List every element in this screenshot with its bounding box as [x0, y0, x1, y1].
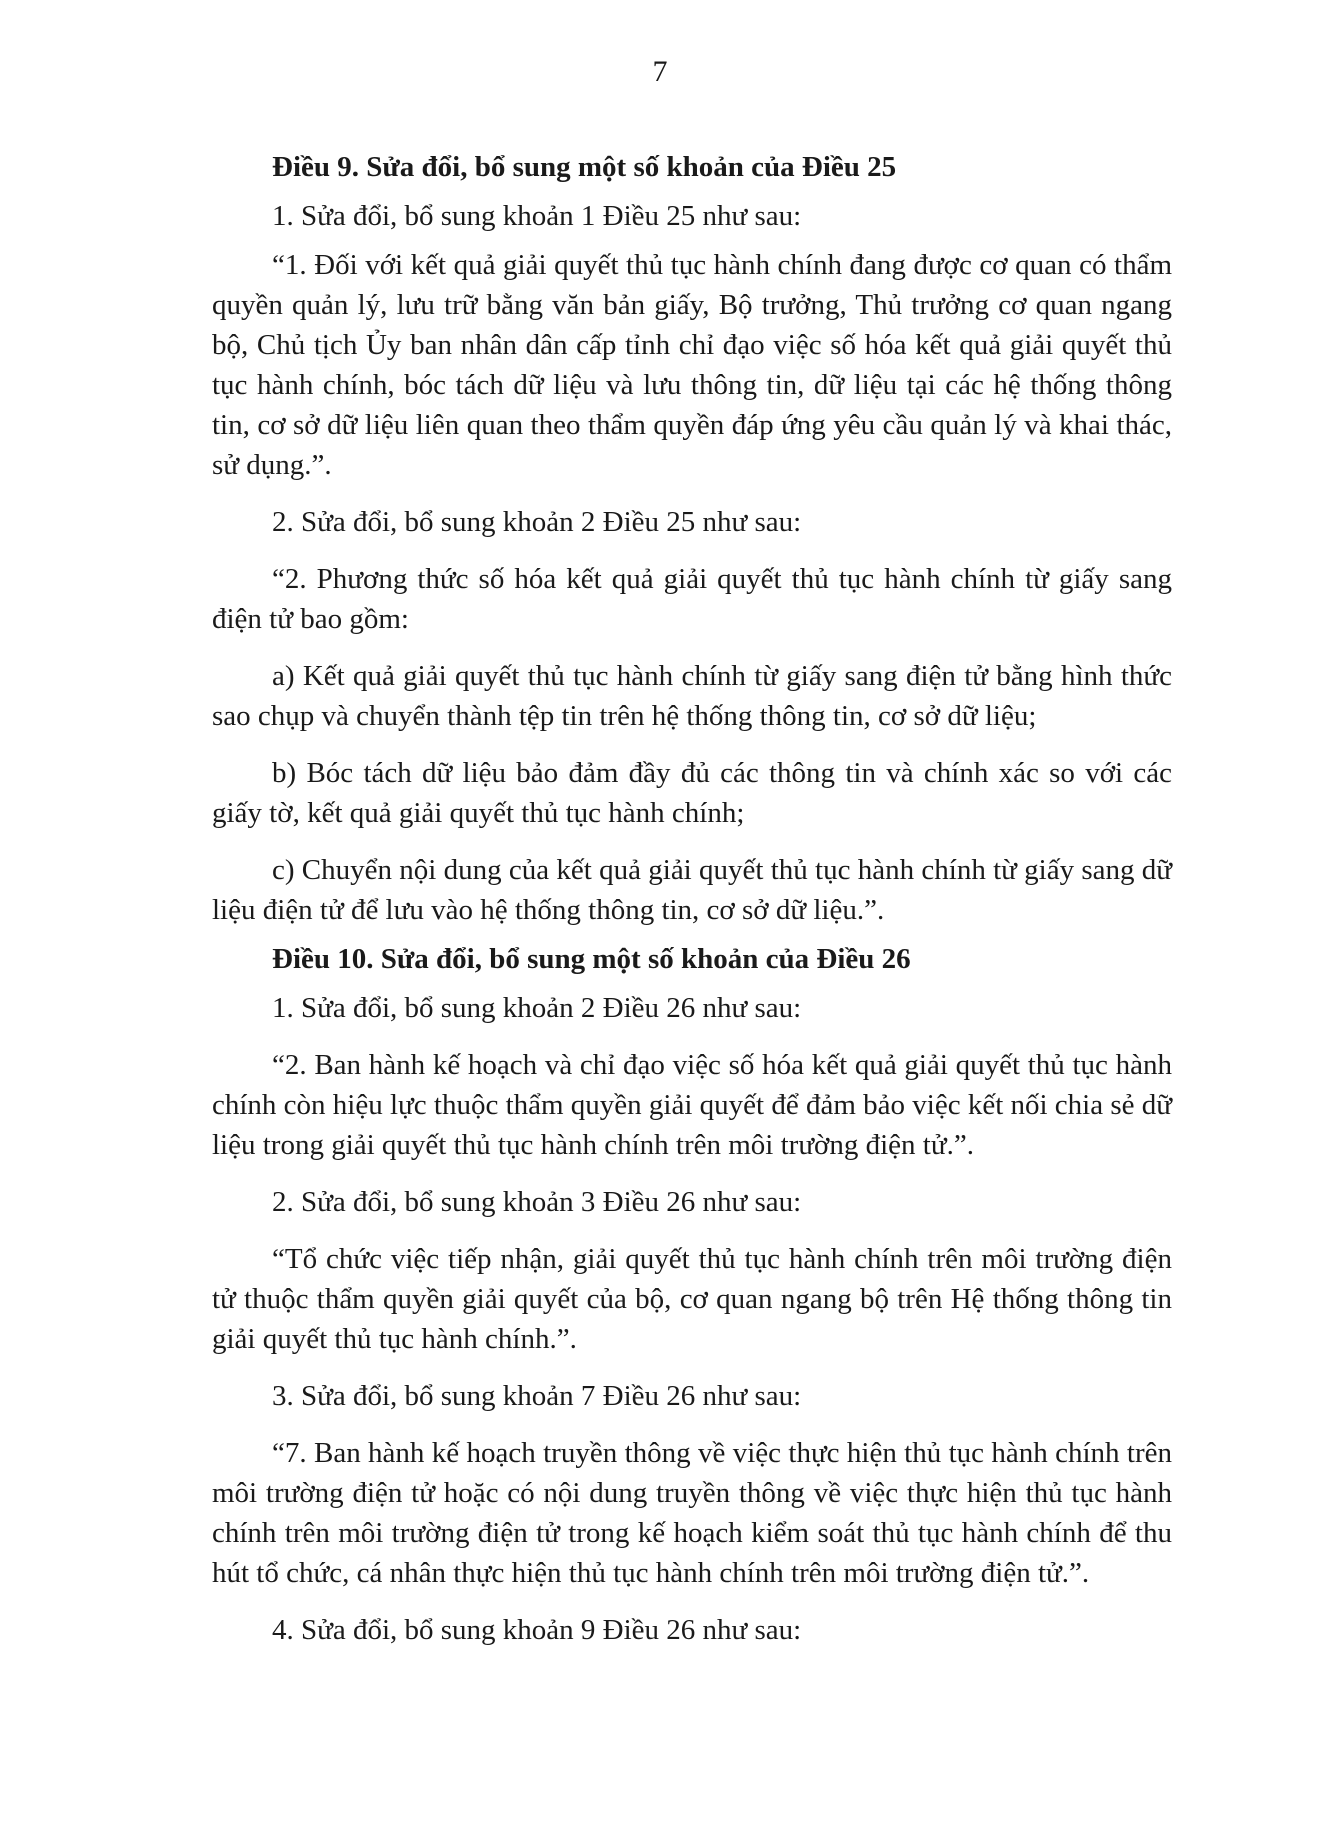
article-10-clause-2-text: “Tổ chức việc tiếp nhận, giải quyết thủ tục hành chính trên môi trường điện tử thuộc thẩm quyền giải quyết của bộ, cơ quan ngang bộ trên Hệ thống thông tin giải quyết thủ tục hành chính.”. [212, 1243, 1172, 1355]
article-9-heading: Điều 9. Sửa đổi, bổ sung một số khoản của Điều 25 [272, 151, 897, 183]
point-c: c) Chuyển nội dung của kết quả giải quyết thủ tục hành chính từ giấy sang dữ liệu điện tử để lưu vào hệ thống thông tin, cơ sở dữ liệu.”. [212, 854, 1172, 926]
clause-2-text: “2. Phương thức số hóa kết quả giải quyết thủ tục hành chính từ giấy sang điện tử bao gồm: [212, 563, 1172, 635]
document-body [212, 147, 1172, 1667]
article-10-clause-1-intro: 1. Sửa đổi, bổ sung khoản 2 Điều 26 như sau: [272, 992, 802, 1024]
article-10-clause-1-text: “2. Ban hành kế hoạch và chỉ đạo việc số hóa kết quả giải quyết thủ tục hành chính còn hiệu lực thuộc thẩm quyền giải quyết để đảm bảo việc kết nối chia sẻ dữ liệu trong giải quyết thủ tục hành chính trên môi trường điện tử.”. [212, 1049, 1172, 1161]
article-10-clause-4-intro: 4. Sửa đổi, bổ sung khoản 9 Điều 26 như sau: [272, 1614, 802, 1646]
clause-1-intro: 1. Sửa đổi, bổ sung khoản 1 Điều 25 như sau: [272, 200, 802, 232]
page-number: 7 [652, 55, 668, 88]
article-10-heading: Điều 10. Sửa đổi, bổ sung một số khoản của Điều 26 [272, 943, 911, 975]
article-10-clause-2-intro: 2. Sửa đổi, bổ sung khoản 3 Điều 26 như sau: [272, 1186, 802, 1218]
clause-1-text: “1. Đối với kết quả giải quyết thủ tục hành chính đang được cơ quan có thẩm quyền quản lý, lưu trữ bằng văn bản giấy, Bộ trưởng, Thủ trưởng cơ quan ngang bộ, Chủ tịch Ủy ban nhân dân cấp tỉnh chỉ đạo việc số hóa kết quả giải quyết thủ tục hành chính, bóc tách dữ liệu và lưu thông tin, dữ liệu tại các hệ thống thông tin, cơ sở dữ liệu liên quan theo thẩm quyền đáp ứng yêu cầu quản lý và khai thác, sử dụng.”. [212, 249, 1172, 481]
article-10-clause-3-intro: 3. Sửa đổi, bổ sung khoản 7 Điều 26 như sau: [272, 1380, 802, 1412]
clause-2-intro: 2. Sửa đổi, bổ sung khoản 2 Điều 25 như sau: [272, 506, 802, 538]
point-a: a) Kết quả giải quyết thủ tục hành chính từ giấy sang điện tử bằng hình thức sao chụp và chuyển thành tệp tin trên hệ thống thông tin, cơ sở dữ liệu; [212, 660, 1172, 732]
article-10-clause-3-text: “7. Ban hành kế hoạch truyền thông về việc thực hiện thủ tục hành chính trên môi trường điện tử hoặc có nội dung truyền thông về việc thực hiện thủ tục hành chính trên môi trường điện tử trong kế hoạch kiểm soát thủ tục hành chính để thu hút tổ chức, cá nhân thực hiện thủ tục hành chính trên môi trường điện tử.”. [212, 1437, 1172, 1589]
point-b: b) Bóc tách dữ liệu bảo đảm đầy đủ các thông tin và chính xác so với các giấy tờ, kết quả giải quyết thủ tục hành chính; [212, 757, 1172, 829]
